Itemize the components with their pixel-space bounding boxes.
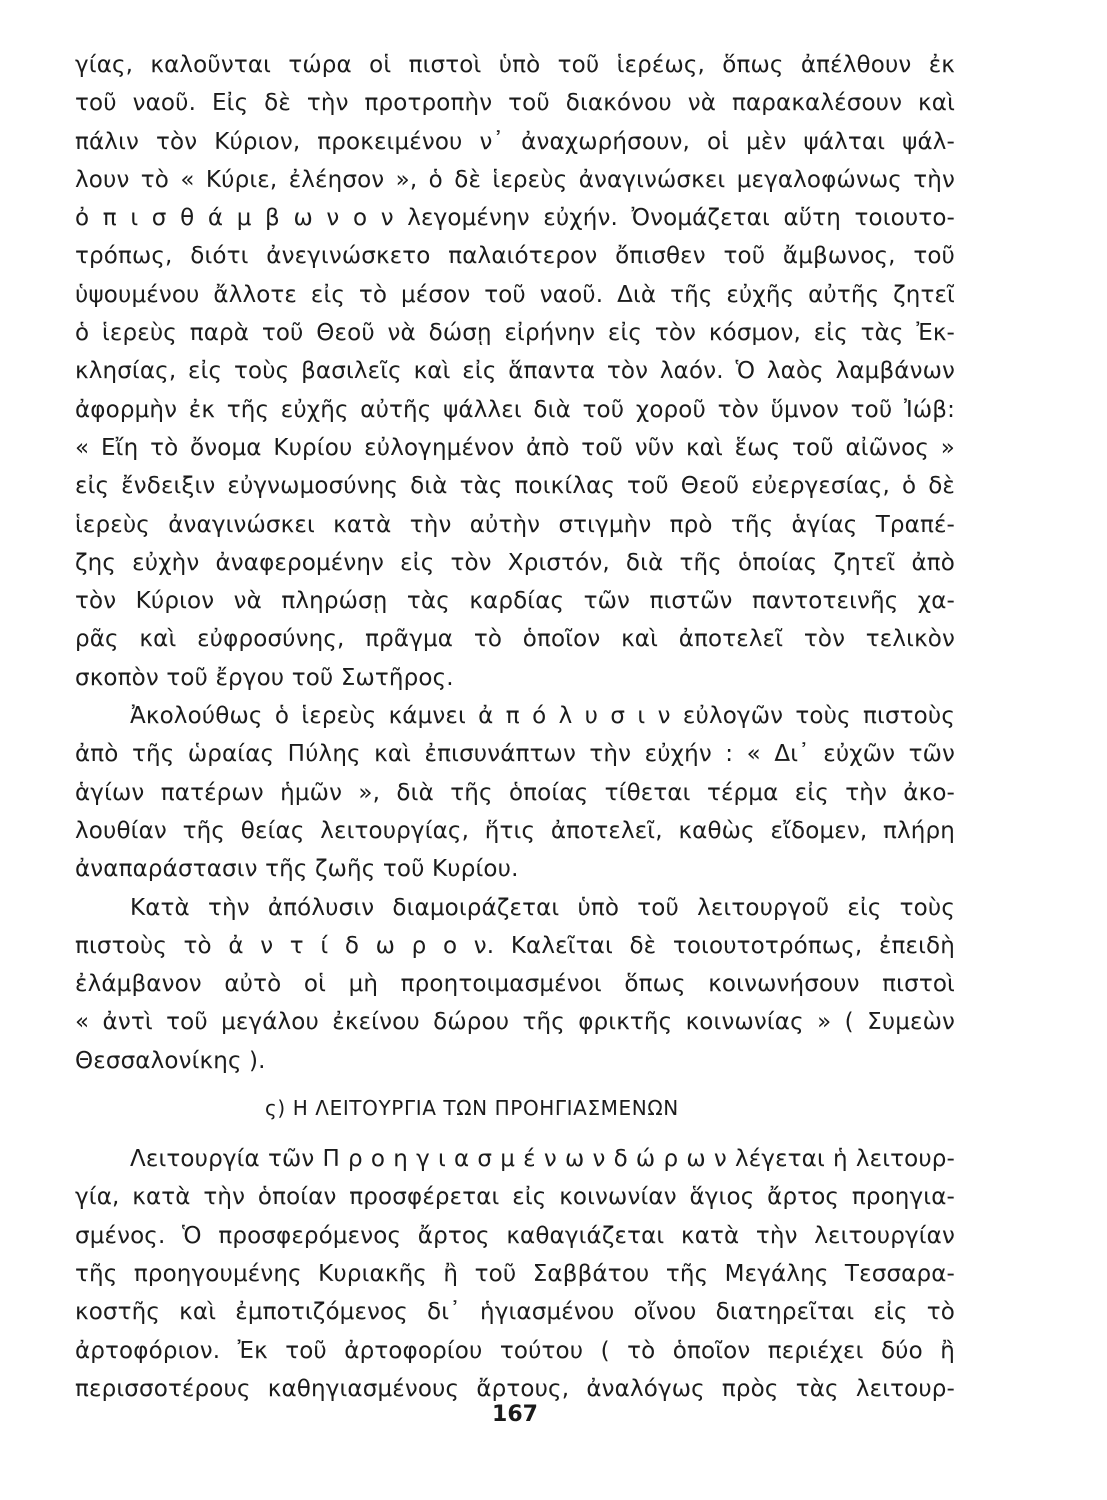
text-line: πιστοὺς τὸ ἀ ν τ ί δ ω ρ ο ν. Καλεῖται δὲ τοιουτοτρόπως, ἐπειδὴ: [75, 932, 955, 959]
text-line: κοστῆς καὶ ἐμποτιζόμενος δι᾽ ἡγιασμένου οἴνου διατηρεῖται εἰς τὸ: [75, 1299, 955, 1326]
book-page: [75, 46, 955, 1408]
text-line: τῆς προηγουμένης Κυριακῆς ἢ τοῦ Σαββάτου τῆς Μεγάλης Τεσσαρα-: [75, 1260, 955, 1287]
text-line: Κατὰ τὴν ἀπόλυσιν διαμοιράζεται ὑπὸ τοῦ λειτουργοῦ εἰς τοὺς: [130, 894, 955, 921]
text-line: κλησίας, εἰς τοὺς βασιλεῖς καὶ εἰς ἅπαντα τὸν λαόν. Ὁ λαὸς λαμβάνων: [75, 358, 955, 385]
text-line: τὸν Κύριον νὰ πληρώσῃ τὰς καρδίας τῶν πιστῶν παντοτεινῆς χα-: [75, 588, 955, 615]
text-line: ρᾶς καὶ εὐφροσύνης, πρᾶγμα τὸ ὁποῖον καὶ ἀποτελεῖ τὸν τελικὸν: [75, 626, 955, 653]
paragraph-dismissal: [75, 46, 955, 697]
paragraph-antidoron: [75, 889, 955, 1080]
text-line: « Εἴη τὸ ὄνομα Κυρίου εὐλογημένον ἀπὸ τοῦ νῦν καὶ ἕως τοῦ αἰῶνος »: [75, 434, 955, 461]
text-line: ζης εὐχὴν ἀναφερομένην εἰς τὸν Χριστόν, διὰ τῆς ὁποίας ζητεῖ ἀπὸ: [75, 549, 955, 576]
text-line: Ἀκολούθως ὁ ἱερεὺς κάμνει ἀ π ό λ υ σ ι ν εὐλογῶν τοὺς πιστοὺς: [130, 703, 955, 730]
text-line: ἐλάμβανον αὐτὸ οἱ μὴ προητοιμασμένοι ὅπως κοινωνήσουν πιστοὶ: [75, 971, 955, 998]
paragraph-apolysis: [75, 697, 955, 888]
text-line: λουθίαν τῆς θείας λειτουργίας, ἥτις ἀποτελεῖ, καθὼς εἴδομεν, πλήρη: [75, 817, 955, 844]
text-line: ἁγίων πατέρων ἡμῶν », διὰ τῆς ὁποίας τίθεται τέρμα εἰς τὴν ἀκο-: [75, 779, 955, 806]
text-line: εἰς ἔνδειξιν εὐγνωμοσύνης διὰ τὰς ποικίλας τοῦ Θεοῦ εὐεργεσίας, ὁ δὲ: [75, 473, 955, 500]
section-heading: ς) Η ΛΕΙΤΟΥΡΓΙΑ ΤΩΝ ΠΡΟΗΓΙΑΣΜΕΝΩΝ: [265, 1096, 679, 1121]
page-number: 167: [492, 1402, 538, 1427]
paragraph-presanctified: [75, 1140, 955, 1408]
text-line: ἀρτοφόριον. Ἐκ τοῦ ἀρτοφορίου τούτου ( τὸ ὁποῖον περιέχει δύο ἢ: [75, 1337, 955, 1364]
text-line: « ἀντὶ τοῦ μεγάλου ἐκείνου δώρου τῆς φρικτῆς κοινωνίας » ( Συμεὼν: [75, 1009, 955, 1036]
text-line: περισσοτέρους καθηγιασμένους ἄρτους, ἀναλόγως πρὸς τὰς λειτουρ-: [75, 1375, 955, 1402]
text-line: τρόπως, διότι ἀνεγινώσκετο παλαιότερον ὄπισθεν τοῦ ἄμβωνος, τοῦ: [75, 243, 955, 270]
text-line: ἀπὸ τῆς ὡραίας Πύλης καὶ ἐπισυνάπτων τὴν εὐχήν : « Δι᾽ εὐχῶν τῶν: [75, 741, 955, 768]
text-line: ὑψουμένου ἄλλοτε εἰς τὸ μέσον τοῦ ναοῦ. Διὰ τῆς εὐχῆς αὐτῆς ζητεῖ: [75, 281, 955, 308]
text-line: πάλιν τὸν Κύριον, προκειμένου ν᾽ ἀναχωρήσουν, οἱ μὲν ψάλται ψάλ-: [75, 128, 955, 155]
text-line: ἱερεὺς ἀναγινώσκει κατὰ τὴν αὐτὴν στιγμὴν πρὸ τῆς ἁγίας Τραπέ-: [75, 511, 955, 538]
text-line: ὁ ἱερεὺς παρὰ τοῦ Θεοῦ νὰ δώσῃ εἰρήνην εἰς τὸν κόσμον, εἰς τὰς Ἐκ-: [75, 320, 955, 347]
text-line: λουν τὸ « Κύριε, ἐλέησον », ὁ δὲ ἱερεὺς ἀναγινώσκει μεγαλοφώνως τὴν: [75, 166, 955, 193]
text-line: ἀφορμὴν ἐκ τῆς εὐχῆς αὐτῆς ψάλλει διὰ τοῦ χοροῦ τὸν ὕμνον τοῦ Ἰώβ:: [75, 396, 955, 423]
text-line: γίας, καλοῦνται τώρα οἱ πιστοὶ ὑπὸ τοῦ ἱερέως, ὅπως ἀπέλθουν ἐκ: [75, 52, 955, 78]
text-line: σκοπὸν τοῦ ἔργου τοῦ Σωτῆρος.: [75, 664, 454, 691]
text-line: ὀ π ι σ θ ά μ β ω ν ο ν λεγομένην εὐχήν. Ὀνομάζεται αὕτη τοιουτο-: [75, 205, 955, 232]
text-line: γία, κατὰ τὴν ὁποίαν προσφέρεται εἰς κοινωνίαν ἅγιος ἄρτος προηγια-: [75, 1184, 955, 1211]
text-line: ἀναπαράστασιν τῆς ζωῆς τοῦ Κυρίου.: [75, 856, 519, 883]
text-line: Θεσσαλονίκης ).: [75, 1047, 266, 1074]
text-line: τοῦ ναοῦ. Εἰς δὲ τὴν προτροπὴν τοῦ διακόνου νὰ παρακαλέσουν καὶ: [75, 90, 955, 117]
text-line: Λειτουργία τῶν Π ρ ο η γ ι α σ μ έ ν ω ν δ ώ ρ ω ν λέγεται ἡ λειτουρ-: [130, 1146, 955, 1173]
text-line: σμένος. Ὁ προσφερόμενος ἄρτος καθαγιάζεται κατὰ τὴν λειτουργίαν: [75, 1222, 955, 1249]
